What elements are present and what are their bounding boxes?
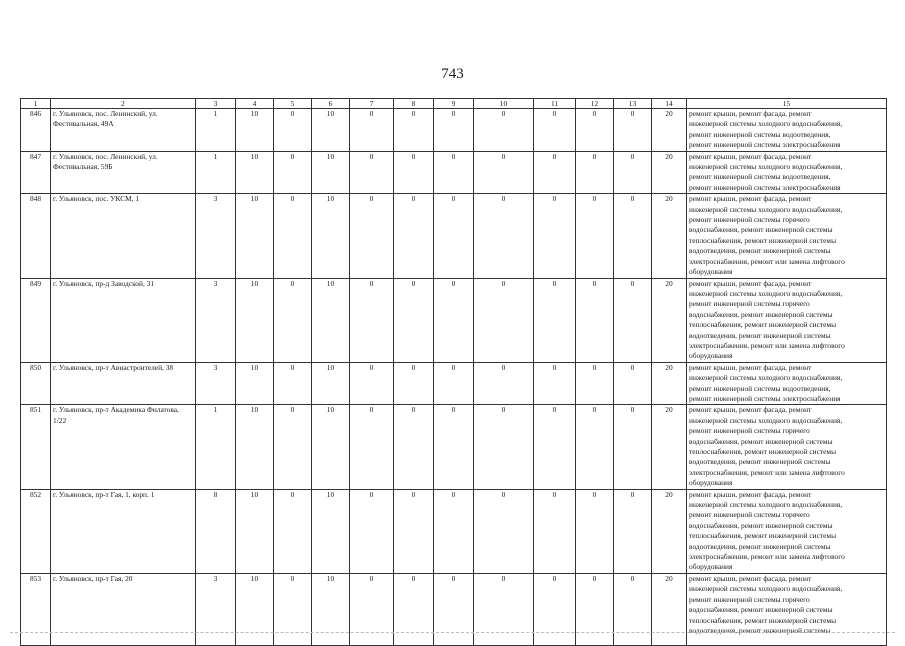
row-number: 853: [21, 573, 51, 645]
header-cell: 13: [614, 99, 652, 109]
value-cell: 0: [474, 489, 534, 573]
value-cell: 0: [274, 278, 312, 362]
value-cell: 10: [236, 489, 274, 573]
value-cell: 3: [196, 573, 236, 645]
value-cell: 0: [474, 151, 534, 194]
value-cell: 0: [394, 109, 434, 152]
total-cell: 20: [652, 194, 687, 278]
value-cell: 0: [474, 573, 534, 645]
value-cell: 10: [236, 405, 274, 489]
value-cell: 0: [350, 194, 394, 278]
value-cell: 0: [350, 405, 394, 489]
value-cell: 10: [312, 489, 350, 573]
works-cell: ремонт крыши, ремонт фасада, ремонт инженерной системы холодного водоснабжения, ремонт инженерной системы водоотведения, ремонт инженерной системы электроснабжения: [687, 109, 887, 152]
value-cell: 0: [434, 405, 474, 489]
value-cell: 10: [236, 362, 274, 405]
value-cell: 0: [350, 109, 394, 152]
value-cell: 10: [312, 109, 350, 152]
value-cell: 10: [312, 362, 350, 405]
works-cell: ремонт крыши, ремонт фасада, ремонт инженерной системы холодного водоснабжения, ремонт инженерной системы водоотведения, ремонт инженерной системы электроснабжения: [687, 362, 887, 405]
value-cell: 0: [434, 151, 474, 194]
total-cell: 20: [652, 362, 687, 405]
header-cell: 6: [312, 99, 350, 109]
value-cell: 10: [236, 109, 274, 152]
value-cell: 0: [394, 489, 434, 573]
value-cell: 0: [350, 151, 394, 194]
value-cell: 0: [350, 362, 394, 405]
value-cell: 0: [274, 489, 312, 573]
value-cell: 0: [614, 278, 652, 362]
value-cell: 0: [534, 151, 576, 194]
value-cell: 0: [614, 109, 652, 152]
value-cell: 1: [196, 405, 236, 489]
header-cell: 5: [274, 99, 312, 109]
total-cell: 20: [652, 151, 687, 194]
value-cell: 0: [274, 151, 312, 194]
works-cell: ремонт крыши, ремонт фасада, ремонт инженерной системы холодного водоснабжения, ремонт инженерной системы горячего водоснабжения, ремонт инженерной системы теплоснабжения, ремонт инженерной системы водоотведения, ремонт инженерной системы электроснабжения, ремонт или замена лифтового оборудования: [687, 405, 887, 489]
total-cell: 20: [652, 278, 687, 362]
value-cell: 0: [434, 489, 474, 573]
value-cell: 10: [312, 194, 350, 278]
value-cell: 0: [434, 362, 474, 405]
address-cell: г. Ульяновск, пос. Ленинский, ул. Фестивальная, 59Б: [51, 151, 196, 194]
value-cell: 10: [312, 278, 350, 362]
value-cell: 0: [534, 573, 576, 645]
header-cell: 14: [652, 99, 687, 109]
total-cell: 20: [652, 109, 687, 152]
works-cell: ремонт крыши, ремонт фасада, ремонт инженерной системы холодного водоснабжения, ремонт инженерной системы горячего водоснабжения, ремонт инженерной системы теплоснабжения, ремонт инженерной системы водоотведения, ремонт инженерной системы электроснабжения, ремонт или замена лифтового оборудования: [687, 489, 887, 573]
value-cell: 0: [534, 194, 576, 278]
table-row: [21, 362, 887, 405]
value-cell: 0: [614, 405, 652, 489]
address-cell: г. Ульяновск, пр-д Заводской, 31: [51, 278, 196, 362]
value-cell: 0: [434, 573, 474, 645]
address-cell: г. Ульяновск, пос. Ленинский, ул. Фестивальная, 49А: [51, 109, 196, 152]
value-cell: 10: [236, 194, 274, 278]
value-cell: 0: [576, 151, 614, 194]
table-row: [21, 109, 887, 152]
header-cell: 3: [196, 99, 236, 109]
header-cell: 9: [434, 99, 474, 109]
table-row: [21, 194, 887, 278]
value-cell: 3: [196, 194, 236, 278]
value-cell: 0: [576, 573, 614, 645]
header-cell: 2: [51, 99, 196, 109]
header-cell: 12: [576, 99, 614, 109]
value-cell: 0: [274, 362, 312, 405]
value-cell: 0: [350, 489, 394, 573]
table-row: [21, 151, 887, 194]
value-cell: 0: [394, 573, 434, 645]
value-cell: 0: [274, 109, 312, 152]
value-cell: 0: [394, 194, 434, 278]
header-cell: 11: [534, 99, 576, 109]
value-cell: 0: [274, 194, 312, 278]
header-row: [21, 99, 887, 109]
row-number: 846: [21, 109, 51, 152]
header-cell: 8: [394, 99, 434, 109]
value-cell: 0: [614, 194, 652, 278]
value-cell: 10: [236, 573, 274, 645]
total-cell: 20: [652, 573, 687, 645]
value-cell: 0: [474, 405, 534, 489]
value-cell: 0: [534, 489, 576, 573]
scan-edge-divider: [10, 632, 895, 633]
value-cell: 0: [274, 405, 312, 489]
address-cell: г. Ульяновск, пр-т Гая, 1, корп. 1: [51, 489, 196, 573]
row-number: 847: [21, 151, 51, 194]
page-number: 743: [441, 66, 464, 82]
value-cell: 10: [312, 405, 350, 489]
header-cell: 10: [474, 99, 534, 109]
value-cell: 0: [576, 278, 614, 362]
value-cell: 1: [196, 109, 236, 152]
value-cell: 0: [576, 489, 614, 573]
value-cell: 0: [576, 109, 614, 152]
value-cell: 0: [274, 573, 312, 645]
value-cell: 0: [474, 278, 534, 362]
address-cell: г. Ульяновск, пр-т Гая, 20: [51, 573, 196, 645]
header-cell: 1: [21, 99, 51, 109]
value-cell: 0: [576, 194, 614, 278]
row-number: 850: [21, 362, 51, 405]
value-cell: 0: [394, 405, 434, 489]
row-number: 848: [21, 194, 51, 278]
works-cell: ремонт крыши, ремонт фасада, ремонт инженерной системы холодного водоснабжения, ремонт инженерной системы горячего водоснабжения, ремонт инженерной системы теплоснабжения, ремонт инженерной системы водоотведения, ремонт инженерной системы электроснабжения, ремонт или замена лифтового оборудования: [687, 194, 887, 278]
value-cell: 0: [534, 405, 576, 489]
table-row: [21, 489, 887, 573]
value-cell: 1: [196, 151, 236, 194]
value-cell: 0: [534, 109, 576, 152]
value-cell: 3: [196, 278, 236, 362]
value-cell: 0: [434, 194, 474, 278]
value-cell: 0: [614, 151, 652, 194]
works-cell: ремонт крыши, ремонт фасада, ремонт инженерной системы холодного водоснабжения, ремонт инженерной системы горячего водоснабжения, ремонт инженерной системы теплоснабжения, ремонт инженерной системы водоотведения, ремонт инженерной системы электроснабжения, ремонт или замена лифтового оборудования: [687, 278, 887, 362]
value-cell: 3: [196, 362, 236, 405]
value-cell: 0: [350, 573, 394, 645]
value-cell: 0: [394, 151, 434, 194]
header-cell: 7: [350, 99, 394, 109]
value-cell: 0: [434, 278, 474, 362]
total-cell: 20: [652, 405, 687, 489]
value-cell: 0: [576, 362, 614, 405]
value-cell: 10: [236, 151, 274, 194]
value-cell: 0: [474, 109, 534, 152]
value-cell: 10: [312, 573, 350, 645]
value-cell: 0: [394, 362, 434, 405]
address-cell: г. Ульяновск, пр-т Авиастроителей, 38: [51, 362, 196, 405]
value-cell: 0: [576, 405, 614, 489]
repair-plan-table: [20, 98, 887, 646]
table-row: [21, 278, 887, 362]
table-row: [21, 573, 887, 645]
header-cell: 4: [236, 99, 274, 109]
total-cell: 20: [652, 489, 687, 573]
value-cell: 0: [534, 362, 576, 405]
value-cell: 0: [614, 362, 652, 405]
value-cell: 0: [350, 278, 394, 362]
row-number: 852: [21, 489, 51, 573]
value-cell: 0: [474, 362, 534, 405]
address-cell: г. Ульяновск, пос. УКСМ, 1: [51, 194, 196, 278]
value-cell: 0: [614, 573, 652, 645]
value-cell: 0: [614, 489, 652, 573]
row-number: 849: [21, 278, 51, 362]
value-cell: 10: [312, 151, 350, 194]
header-cell: 15: [687, 99, 887, 109]
address-cell: г. Ульяновск, пр-т Академика Филатова, 1/22: [51, 405, 196, 489]
value-cell: 0: [534, 278, 576, 362]
table-row: [21, 405, 887, 489]
works-cell: ремонт крыши, ремонт фасада, ремонт инженерной системы холодного водоснабжения, ремонт инженерной системы водоотведения, ремонт инженерной системы электроснабжения: [687, 151, 887, 194]
value-cell: 0: [434, 109, 474, 152]
works-cell: ремонт крыши, ремонт фасада, ремонт инженерной системы холодного водоснабжения, ремонт инженерной системы горячего водоснабжения, ремонт инженерной системы теплоснабжения, ремонт инженерной системы водоотведения, ремонт инженерной системы: [687, 573, 887, 645]
value-cell: 10: [236, 278, 274, 362]
value-cell: 0: [474, 194, 534, 278]
value-cell: 0: [394, 278, 434, 362]
row-number: 851: [21, 405, 51, 489]
value-cell: 8: [196, 489, 236, 573]
